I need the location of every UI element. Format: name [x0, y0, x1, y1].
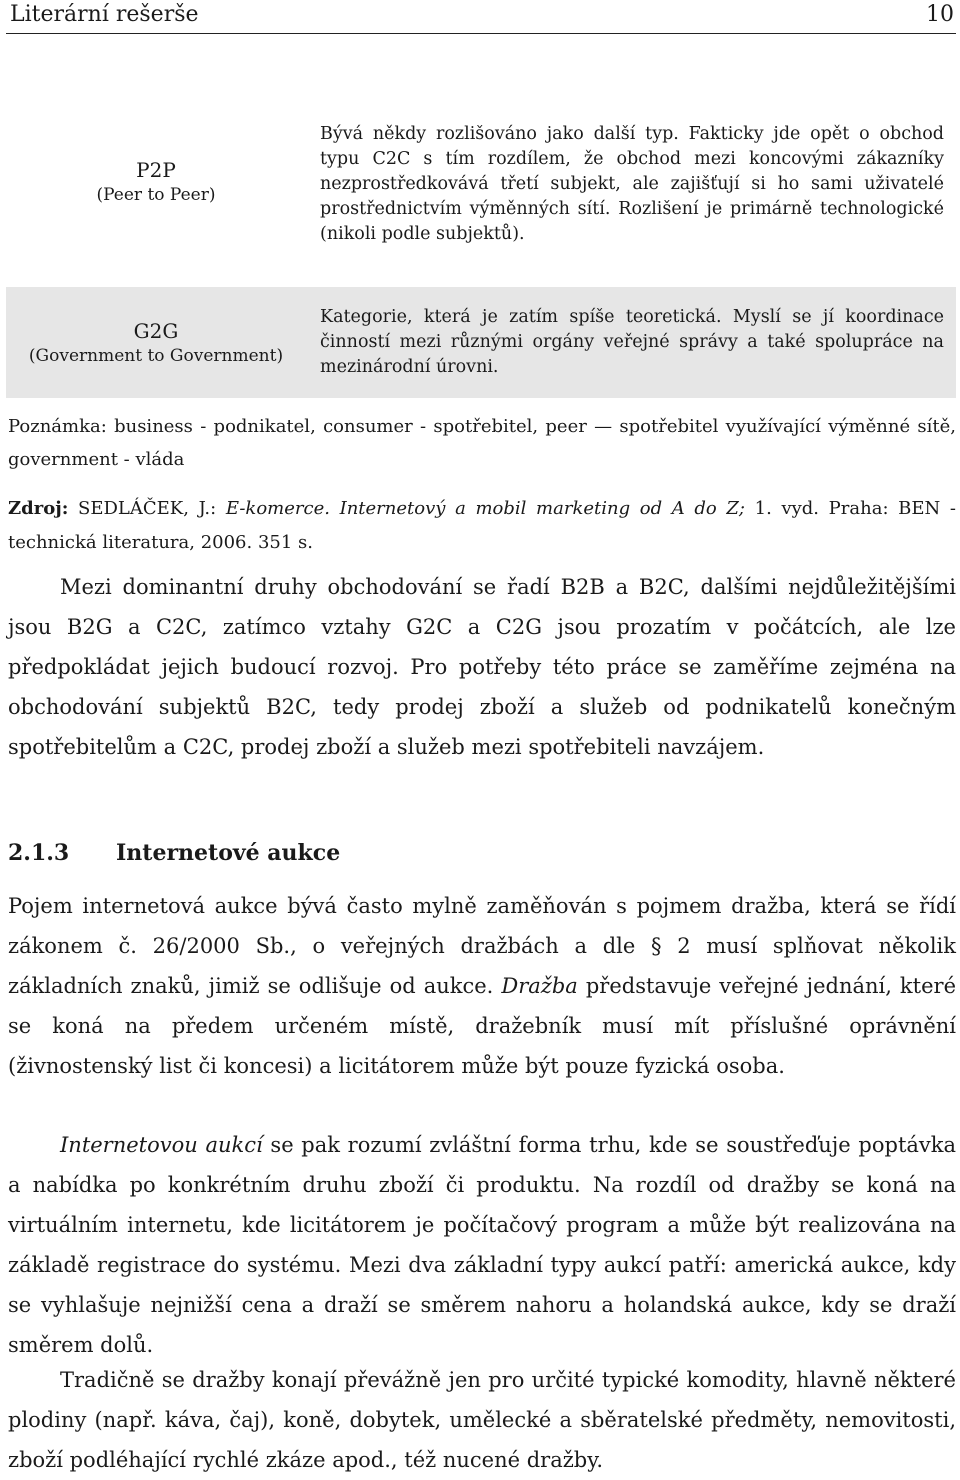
term-description: Kategorie, která je zatím spíše teoretická. Myslí se jí koordinace činností mezi různými orgány veřejné správy a také spolupráce na mezinárodní úrovni. [320, 307, 944, 377]
table-row [6, 287, 956, 398]
paragraph-text: se pak rozumí zvláštní forma trhu, kde se soustřeďuje poptávka a nabídka po konkrétním druhu zboží či produktu. Na rozdíl od dražby se koná na virtuálním internetu, kde licitátorem je počítačový program a může být realizována na základě registrace do systému. Mezi dva základní typy aukcí patří: americká aukce, kdy se vyhlašuje nejnižší cena a draží se směrem nahoru a holandská aukce, kdy se draží směrem dolů. [8, 1133, 957, 1357]
body-paragraph [8, 567, 956, 767]
term-cell [6, 112, 306, 252]
body-paragraph [8, 886, 956, 1086]
source-title: E-komerce. Internetový a mobil marketing od A do Z; [225, 498, 745, 519]
section-number: 2.1.3 [8, 840, 70, 866]
paragraph-text: Mezi dominantní druhy obchodování se řadí B2B a B2C, dalšími nejdůležitějšími jsou B2G a C2C, zatímco vztahy G2C a C2G jsou prozatím v počátcích, ale lze předpokládat jejich budoucí rozvoj. Pro potřeby této práce se zaměříme zejména na obchodování subjektů B2C, tedy prodej zboží a služeb od podnikatelů konečným spotřebitelům a C2C, prodej zboží a služeb mezi spotřebiteli navzájem. [8, 575, 956, 759]
body-paragraph [8, 1360, 956, 1480]
section-heading [8, 840, 340, 866]
emphasis-term: Dražba [501, 974, 578, 998]
term-cell [6, 287, 306, 398]
page-header [6, 0, 956, 34]
source-citation [8, 492, 956, 560]
term-abbreviation: P2P [136, 158, 176, 182]
paragraph-text: Pojem internetová aukce bývá často mylně zaměňován s pojmem dražba, která se řídí zákonem č. 26/2000 Sb., o veřejných dražbách a dle § 2 musí splňovat několik základních znaků, jimiž se odlišuje od aukce. [8, 894, 956, 998]
source-label: Zdroj: [8, 498, 69, 519]
source-publisher: 1. vyd. Praha: BEN - technická literatura, 2006. 351 s. [8, 498, 956, 553]
section-title: Internetové aukce [116, 840, 341, 866]
term-full-name: (Government to Government) [28, 345, 284, 366]
header-title: Literární rešerše [10, 2, 199, 27]
body-paragraph [8, 1125, 956, 1365]
paragraph-text: Tradičně se dražby konají převážně jen pro určité typické komodity, hlavně některé plodiny (např. káva, čaj), koně, dobytek, umělecké a sběratelské předměty, nemovitosti, zboží podléhající rychlé zkáze apod., též nucené dražby. [8, 1368, 956, 1472]
table-note: Poznámka: business - podnikatel, consumer - spotřebitel, peer — spotřebitel využívající výměnné sítě, government - vláda [8, 416, 956, 470]
emphasis-term: Internetovou aukcí [60, 1133, 263, 1157]
page-number: 10 [926, 2, 954, 27]
term-full-name: (Peer to Peer) [96, 185, 216, 205]
source-author: SEDLÁČEK, J.: [68, 498, 226, 519]
term-description: Bývá někdy rozlišováno jako další typ. Fakticky jde opět o obchod typu C2C s tím rozdílem, že obchod mezi koncovými zákazníky nezprostředkovává třetí subjekt, ale zajišťují si ho sami uživatelé prostřednictvím výměnných sítí. Rozlišení je primárně technologické (nikoli podle subjektů). [320, 124, 944, 244]
table-row [6, 112, 956, 252]
paragraph-text: představuje veřejné jednání, které se koná na předem určeném místě, dražebník musí mít příslušné oprávnění (živnostenský list či koncesi) a licitátorem může být pouze fyzická osoba. [8, 974, 956, 1078]
term-abbreviation: G2G [133, 318, 179, 343]
